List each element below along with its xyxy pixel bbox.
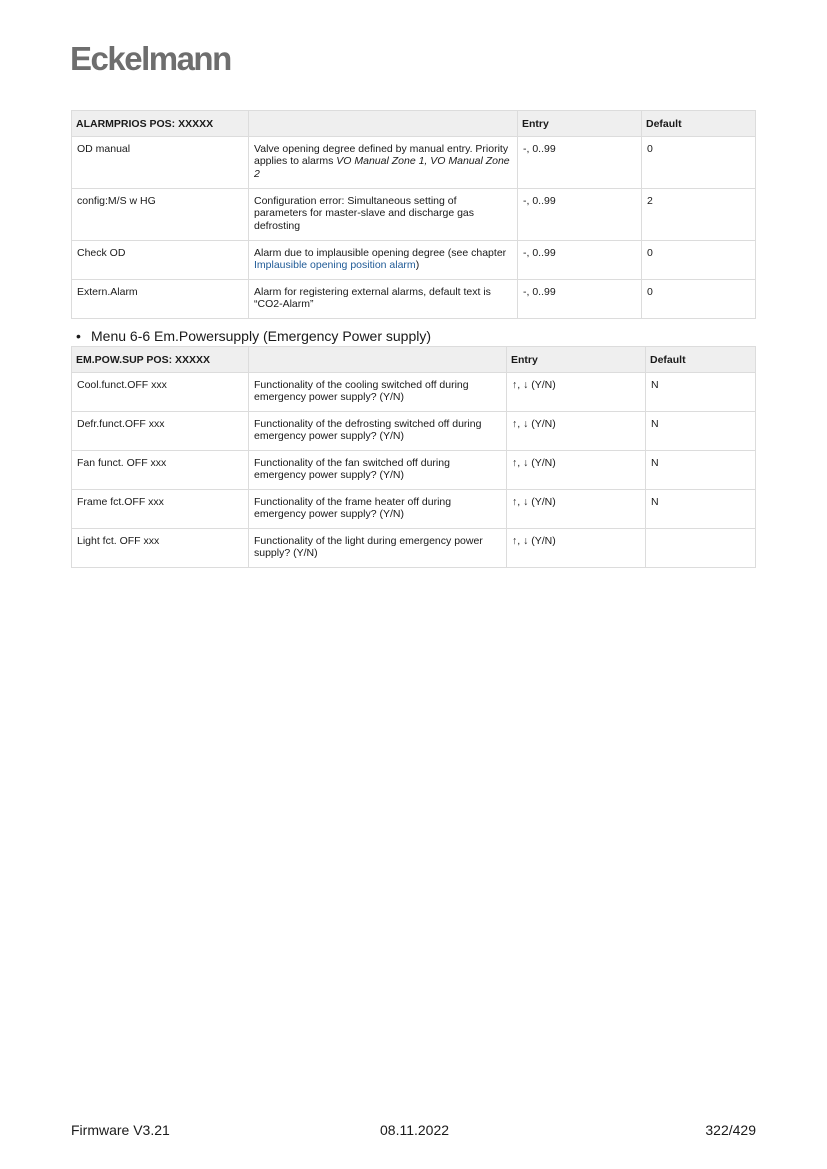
param-entry: ↑, ↓ (Y/N)	[507, 450, 646, 489]
param-name: Check OD	[72, 240, 249, 279]
table-row	[72, 279, 756, 318]
param-default: N	[646, 372, 756, 411]
param-description: Valve opening degree defined by manual entry. Priority applies to alarms VO Manual Zone 1, VO Manual Zone 2	[249, 136, 518, 188]
table-row	[72, 372, 756, 411]
param-description: Alarm for registering external alarms, default text is “CO2-Alarm”	[249, 279, 518, 318]
param-default: 0	[642, 279, 756, 318]
section-title: Menu 6-6 Em.Powersupply (Emergency Power supply)	[91, 328, 432, 344]
table-header-row	[72, 111, 756, 137]
column-header-default: Default	[642, 111, 756, 137]
table-row	[72, 528, 756, 567]
table-header-row	[72, 347, 756, 373]
param-name: Light fct. OFF xxx	[72, 528, 249, 567]
footer-date: 08.11.2022	[380, 1122, 450, 1138]
param-description: Configuration error: Simultaneous setting of parameters for master-slave and discharge gas defrosting	[249, 188, 518, 240]
param-entry: -, 0..99	[518, 188, 642, 240]
param-default: 0	[642, 136, 756, 188]
param-entry: ↑, ↓ (Y/N)	[507, 489, 646, 528]
alarmprios-table	[71, 110, 756, 319]
param-description: Functionality of the light during emergency power supply? (Y/N)	[249, 528, 507, 567]
eckelmann-logo: Eckelmann	[70, 40, 231, 77]
section-heading	[76, 328, 431, 344]
param-entry: -, 0..99	[518, 279, 642, 318]
column-header-name: EM.POW.SUP POS: XXXXX	[72, 347, 249, 373]
param-description: Alarm due to implausible opening degree (see chapter Implausible opening position alarm)	[249, 240, 518, 279]
column-header-entry: Entry	[518, 111, 642, 137]
column-header-name: ALARMPRIOS POS: XXXXX	[72, 111, 249, 137]
param-default: N	[646, 489, 756, 528]
param-description: Functionality of the cooling switched off during emergency power supply? (Y/N)	[249, 372, 507, 411]
param-name: Fan funct. OFF xxx	[72, 450, 249, 489]
param-default: 2	[642, 188, 756, 240]
param-description: Functionality of the fan switched off during emergency power supply? (Y/N)	[249, 450, 507, 489]
footer-firmware: Firmware V3.21	[71, 1122, 170, 1138]
param-name: Frame fct.OFF xxx	[72, 489, 249, 528]
param-entry: ↑, ↓ (Y/N)	[507, 372, 646, 411]
param-name: config:M/S w HG	[72, 188, 249, 240]
param-default: 0	[642, 240, 756, 279]
param-default: N	[646, 411, 756, 450]
table-row	[72, 240, 756, 279]
param-name: Extern.Alarm	[72, 279, 249, 318]
footer-page-number: 322/429	[705, 1122, 756, 1138]
param-name: Defr.funct.OFF xxx	[72, 411, 249, 450]
implausible-opening-alarm-link[interactable]: Implausible opening position alarm	[254, 259, 416, 271]
param-entry: -, 0..99	[518, 136, 642, 188]
param-name: OD manual	[72, 136, 249, 188]
column-header-description	[249, 347, 507, 373]
param-default: N	[646, 450, 756, 489]
param-entry: ↑, ↓ (Y/N)	[507, 528, 646, 567]
table-row	[72, 411, 756, 450]
bullet-icon: •	[76, 328, 81, 344]
column-header-default: Default	[646, 347, 756, 373]
param-name: Cool.funct.OFF xxx	[72, 372, 249, 411]
column-header-description	[249, 111, 518, 137]
param-default	[646, 528, 756, 567]
param-entry: ↑, ↓ (Y/N)	[507, 411, 646, 450]
param-entry: -, 0..99	[518, 240, 642, 279]
table-row	[72, 136, 756, 188]
table-row	[72, 489, 756, 528]
emergency-power-table	[71, 346, 756, 568]
table-row	[72, 450, 756, 489]
param-description: Functionality of the frame heater off during emergency power supply? (Y/N)	[249, 489, 507, 528]
param-description: Functionality of the defrosting switched off during emergency power supply? (Y/N)	[249, 411, 507, 450]
table-row	[72, 188, 756, 240]
column-header-entry: Entry	[507, 347, 646, 373]
